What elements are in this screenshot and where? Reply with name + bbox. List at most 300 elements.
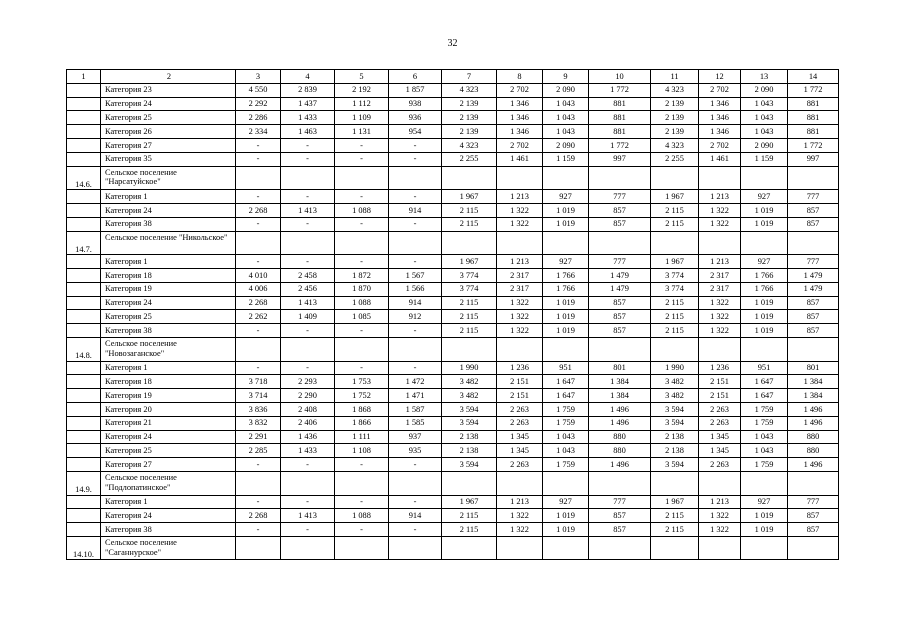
- table-cell: 1 019: [741, 217, 788, 231]
- row-number: [67, 111, 101, 125]
- table-cell: 3 714: [236, 389, 281, 403]
- table-cell: 2 702: [699, 138, 741, 152]
- table-cell: 2 290: [281, 389, 335, 403]
- row-label: Категория 25: [101, 111, 236, 125]
- table-cell: 1 213: [699, 255, 741, 269]
- table-cell: 3 774: [651, 282, 699, 296]
- table-cell: -: [389, 458, 442, 472]
- table-cell: [543, 471, 589, 495]
- table-cell: [589, 536, 651, 560]
- table-cell: 1 131: [335, 125, 389, 139]
- table-cell: 2 115: [651, 217, 699, 231]
- table-cell: -: [335, 458, 389, 472]
- table-row: [67, 83, 839, 97]
- table-cell: 927: [741, 190, 788, 204]
- table-row: [67, 389, 839, 403]
- table-cell: 2 286: [236, 111, 281, 125]
- row-label: Категория 1: [101, 495, 236, 509]
- table-cell: [389, 337, 442, 361]
- table-cell: 2 291: [236, 430, 281, 444]
- table-cell: 2 115: [442, 509, 497, 523]
- table-cell: 1 322: [497, 324, 543, 338]
- table-cell: [335, 166, 389, 190]
- row-number: [67, 324, 101, 338]
- table-cell: 2 115: [442, 310, 497, 324]
- table-cell: 1 085: [335, 310, 389, 324]
- table-cell: [281, 471, 335, 495]
- table-cell: 2 151: [699, 375, 741, 389]
- row-number: [67, 430, 101, 444]
- section-row: [67, 337, 839, 361]
- column-header: 12: [699, 70, 741, 84]
- row-label: Категория 27: [101, 138, 236, 152]
- table-cell: 1 088: [335, 509, 389, 523]
- table-cell: 1 436: [281, 430, 335, 444]
- table-cell: 2 115: [651, 324, 699, 338]
- table-cell: [442, 536, 497, 560]
- table-cell: [788, 471, 839, 495]
- column-header: 6: [389, 70, 442, 84]
- table-cell: [335, 536, 389, 560]
- row-number: [67, 268, 101, 282]
- table-cell: 1 043: [543, 111, 589, 125]
- table-cell: 1 043: [543, 97, 589, 111]
- table-cell: 2 456: [281, 282, 335, 296]
- table-cell: [281, 166, 335, 190]
- table-cell: 2 115: [442, 296, 497, 310]
- row-number: [67, 97, 101, 111]
- table-cell: [236, 231, 281, 255]
- table-cell: 1 496: [788, 458, 839, 472]
- table-cell: 857: [788, 324, 839, 338]
- row-label: Категория 27: [101, 458, 236, 472]
- table-cell: 1 019: [741, 324, 788, 338]
- table-cell: 881: [788, 111, 839, 125]
- table-cell: 1 759: [741, 402, 788, 416]
- table-cell: 1 461: [497, 152, 543, 166]
- table-cell: 1 345: [497, 444, 543, 458]
- table-cell: 1 967: [651, 495, 699, 509]
- table-cell: 2 406: [281, 416, 335, 430]
- table-cell: [236, 337, 281, 361]
- table-row: [67, 324, 839, 338]
- table-cell: 2 334: [236, 125, 281, 139]
- tariff-table: [66, 69, 839, 560]
- table-cell: [788, 231, 839, 255]
- table-cell: 1 585: [389, 416, 442, 430]
- table-cell: 1 766: [741, 282, 788, 296]
- table-row: [67, 509, 839, 523]
- table-cell: 777: [788, 255, 839, 269]
- table-cell: 2 115: [442, 523, 497, 537]
- table-cell: 2 115: [651, 203, 699, 217]
- table-cell: 1 772: [589, 138, 651, 152]
- table-cell: 857: [788, 310, 839, 324]
- table-cell: 881: [589, 97, 651, 111]
- table-cell: 1 967: [442, 190, 497, 204]
- table-cell: -: [335, 190, 389, 204]
- table-cell: 1 437: [281, 97, 335, 111]
- table-cell: 857: [589, 509, 651, 523]
- table-cell: 2 702: [699, 83, 741, 97]
- table-row: [67, 268, 839, 282]
- table-cell: 881: [589, 125, 651, 139]
- table-cell: 857: [589, 523, 651, 537]
- table-cell: 1 019: [741, 523, 788, 537]
- table-cell: 801: [788, 361, 839, 375]
- table-cell: 2 458: [281, 268, 335, 282]
- table-cell: 1 471: [389, 389, 442, 403]
- table-cell: 2 138: [651, 444, 699, 458]
- table-cell: 1 108: [335, 444, 389, 458]
- table-cell: 2 151: [497, 389, 543, 403]
- table-cell: 2 263: [497, 416, 543, 430]
- table-cell: 2 293: [281, 375, 335, 389]
- row-label: Сельское поселение "Никольское": [101, 231, 236, 255]
- table-cell: [497, 536, 543, 560]
- table-cell: 1 967: [651, 190, 699, 204]
- table-cell: [741, 471, 788, 495]
- table-cell: 2 115: [651, 509, 699, 523]
- table-cell: 1 019: [543, 310, 589, 324]
- table-cell: [651, 337, 699, 361]
- table-cell: 1 967: [442, 495, 497, 509]
- table-cell: -: [281, 523, 335, 537]
- table-cell: 2 317: [699, 268, 741, 282]
- table-cell: 2 263: [497, 402, 543, 416]
- table-cell: 1 872: [335, 268, 389, 282]
- table-cell: 2 115: [651, 523, 699, 537]
- table-row: [67, 125, 839, 139]
- table-cell: -: [236, 361, 281, 375]
- table-cell: 1 496: [589, 416, 651, 430]
- table-cell: 1 496: [788, 402, 839, 416]
- table-cell: 1 647: [543, 375, 589, 389]
- table-row: [67, 111, 839, 125]
- table-cell: [788, 536, 839, 560]
- table-row: [67, 523, 839, 537]
- table-cell: 1 322: [699, 523, 741, 537]
- table-cell: 2 090: [543, 138, 589, 152]
- table-cell: -: [389, 255, 442, 269]
- table-cell: 1 109: [335, 111, 389, 125]
- table-cell: 3 594: [651, 416, 699, 430]
- table-cell: 1 587: [389, 402, 442, 416]
- column-header: 14: [788, 70, 839, 84]
- table-cell: 1 322: [497, 523, 543, 537]
- table-cell: 1 759: [741, 458, 788, 472]
- table-cell: [389, 536, 442, 560]
- row-number: [67, 282, 101, 296]
- table-row: [67, 97, 839, 111]
- table-cell: 857: [589, 324, 651, 338]
- table-cell: 801: [589, 361, 651, 375]
- table-cell: 1 043: [741, 444, 788, 458]
- table-cell: 1 043: [741, 125, 788, 139]
- table-cell: 3 482: [651, 375, 699, 389]
- table-cell: 880: [788, 430, 839, 444]
- row-label: Категория 19: [101, 389, 236, 403]
- table-cell: 777: [788, 190, 839, 204]
- table-cell: 1 463: [281, 125, 335, 139]
- table-cell: 938: [389, 97, 442, 111]
- table-cell: 951: [543, 361, 589, 375]
- table-cell: 1 870: [335, 282, 389, 296]
- row-label: Категория 38: [101, 217, 236, 231]
- row-label: Сельское поселение "Новозаганское": [101, 337, 236, 361]
- row-number: 14.6.: [67, 166, 101, 190]
- row-number: [67, 361, 101, 375]
- table-cell: 1 647: [543, 389, 589, 403]
- row-number: [67, 138, 101, 152]
- table-cell: 2 139: [651, 125, 699, 139]
- row-label: Категория 24: [101, 509, 236, 523]
- table-cell: 4 323: [442, 83, 497, 97]
- table-cell: [651, 166, 699, 190]
- table-cell: 2 263: [497, 458, 543, 472]
- table-cell: [442, 337, 497, 361]
- table-cell: 3 774: [651, 268, 699, 282]
- table-cell: 1 766: [741, 268, 788, 282]
- table-row: [67, 203, 839, 217]
- table-cell: 1 766: [543, 282, 589, 296]
- table-cell: -: [335, 152, 389, 166]
- table-cell: 881: [788, 97, 839, 111]
- row-label: Категория 24: [101, 97, 236, 111]
- table-row: [67, 495, 839, 509]
- table-cell: 1 990: [651, 361, 699, 375]
- table-cell: -: [236, 138, 281, 152]
- table-cell: -: [281, 324, 335, 338]
- table-cell: 1 043: [543, 444, 589, 458]
- table-cell: 1 346: [497, 97, 543, 111]
- table-cell: 857: [589, 310, 651, 324]
- table-cell: 2 408: [281, 402, 335, 416]
- table-cell: 2 090: [543, 83, 589, 97]
- table-cell: -: [389, 361, 442, 375]
- table-cell: -: [335, 324, 389, 338]
- table-cell: -: [281, 255, 335, 269]
- table-cell: 857: [788, 296, 839, 310]
- table-cell: 914: [389, 509, 442, 523]
- table-cell: 2 262: [236, 310, 281, 324]
- table-cell: 4 010: [236, 268, 281, 282]
- table-cell: 954: [389, 125, 442, 139]
- table-cell: [543, 166, 589, 190]
- table-cell: [741, 231, 788, 255]
- table-cell: 1 346: [699, 125, 741, 139]
- table-cell: [442, 166, 497, 190]
- table-cell: 927: [543, 495, 589, 509]
- table-row: [67, 138, 839, 152]
- table-cell: 4 323: [442, 138, 497, 152]
- table-row: [67, 296, 839, 310]
- table-cell: 857: [788, 523, 839, 537]
- table-cell: -: [335, 138, 389, 152]
- table-cell: 1 111: [335, 430, 389, 444]
- table-cell: 1 433: [281, 444, 335, 458]
- table-row: [67, 402, 839, 416]
- table-cell: 1 772: [788, 138, 839, 152]
- table-cell: 777: [589, 495, 651, 509]
- table-cell: [699, 166, 741, 190]
- table-cell: 1 345: [497, 430, 543, 444]
- row-number: [67, 375, 101, 389]
- table-cell: -: [281, 458, 335, 472]
- table-cell: [788, 166, 839, 190]
- table-cell: 2 317: [497, 268, 543, 282]
- table-cell: [497, 471, 543, 495]
- section-row: [67, 471, 839, 495]
- row-number: [67, 83, 101, 97]
- row-label: Категория 38: [101, 324, 236, 338]
- row-number: [67, 402, 101, 416]
- table-cell: 3 482: [442, 375, 497, 389]
- table-cell: 1 159: [741, 152, 788, 166]
- table-cell: 4 323: [651, 83, 699, 97]
- table-cell: 2 139: [442, 111, 497, 125]
- table-cell: -: [389, 324, 442, 338]
- row-label: Сельское поселение "Подлопатинское": [101, 471, 236, 495]
- table-cell: 1 567: [389, 268, 442, 282]
- table-cell: [651, 471, 699, 495]
- table-cell: 1 479: [788, 282, 839, 296]
- table-cell: -: [389, 138, 442, 152]
- table-cell: 880: [788, 444, 839, 458]
- table-cell: 1 236: [699, 361, 741, 375]
- table-cell: 1 043: [741, 111, 788, 125]
- row-label: Категория 38: [101, 523, 236, 537]
- row-number: [67, 152, 101, 166]
- table-cell: 997: [589, 152, 651, 166]
- table-cell: 1 322: [699, 310, 741, 324]
- table-cell: 1 753: [335, 375, 389, 389]
- table-cell: 1 413: [281, 203, 335, 217]
- table-cell: 1 112: [335, 97, 389, 111]
- column-header: 1: [67, 70, 101, 84]
- row-label: Категория 24: [101, 430, 236, 444]
- table-cell: 880: [589, 430, 651, 444]
- row-label: Категория 18: [101, 375, 236, 389]
- table-cell: 777: [589, 190, 651, 204]
- table-cell: -: [389, 523, 442, 537]
- table-cell: 997: [788, 152, 839, 166]
- table-cell: 881: [589, 111, 651, 125]
- table-cell: 1 759: [543, 458, 589, 472]
- table-cell: 1 019: [741, 296, 788, 310]
- table-cell: 1 346: [699, 111, 741, 125]
- table-cell: 2 151: [699, 389, 741, 403]
- table-cell: 857: [589, 296, 651, 310]
- table-cell: 4 006: [236, 282, 281, 296]
- table-row: [67, 282, 839, 296]
- table-row: [67, 430, 839, 444]
- table-cell: 1 566: [389, 282, 442, 296]
- table-cell: 1 413: [281, 509, 335, 523]
- table-cell: 857: [589, 203, 651, 217]
- table-cell: 951: [741, 361, 788, 375]
- table-cell: 1 866: [335, 416, 389, 430]
- table-cell: 2 263: [699, 458, 741, 472]
- table-cell: [389, 166, 442, 190]
- table-cell: 1 346: [497, 111, 543, 125]
- column-header: 11: [651, 70, 699, 84]
- table-cell: 1 019: [543, 217, 589, 231]
- table-cell: 2 317: [497, 282, 543, 296]
- table-cell: 1 433: [281, 111, 335, 125]
- section-row: [67, 231, 839, 255]
- table-cell: -: [236, 217, 281, 231]
- table-row: [67, 152, 839, 166]
- table-cell: 2 268: [236, 509, 281, 523]
- table-cell: 1 213: [497, 190, 543, 204]
- table-cell: 1 759: [543, 416, 589, 430]
- table-cell: 2 702: [497, 83, 543, 97]
- table-cell: 2 139: [651, 97, 699, 111]
- row-number: [67, 296, 101, 310]
- table-cell: 777: [788, 495, 839, 509]
- table-cell: 1 213: [497, 255, 543, 269]
- table-cell: [741, 337, 788, 361]
- table-cell: 1 019: [543, 296, 589, 310]
- table-cell: 1 322: [699, 324, 741, 338]
- table-cell: 1 384: [788, 389, 839, 403]
- table-cell: [699, 471, 741, 495]
- table-cell: 1 019: [741, 509, 788, 523]
- table-cell: -: [389, 152, 442, 166]
- table-cell: [335, 337, 389, 361]
- row-label: Категория 35: [101, 152, 236, 166]
- table-cell: -: [389, 495, 442, 509]
- table-cell: 1 346: [497, 125, 543, 139]
- table-cell: [389, 471, 442, 495]
- table-cell: [651, 536, 699, 560]
- table-cell: 1 213: [699, 495, 741, 509]
- table-cell: 2 192: [335, 83, 389, 97]
- table-cell: 1 019: [543, 324, 589, 338]
- section-row: [67, 536, 839, 560]
- table-cell: -: [281, 361, 335, 375]
- table-cell: 927: [543, 255, 589, 269]
- row-label: Категория 18: [101, 268, 236, 282]
- table-cell: 1 967: [651, 255, 699, 269]
- table-cell: [589, 231, 651, 255]
- row-label: Категория 19: [101, 282, 236, 296]
- table-cell: 2 138: [442, 444, 497, 458]
- table-cell: 3 482: [442, 389, 497, 403]
- column-header: 5: [335, 70, 389, 84]
- table-cell: 1 479: [788, 268, 839, 282]
- table-cell: 1 772: [788, 83, 839, 97]
- table-row: [67, 310, 839, 324]
- table-cell: 3 774: [442, 268, 497, 282]
- table-cell: 3 718: [236, 375, 281, 389]
- table-cell: 1 772: [589, 83, 651, 97]
- table-cell: -: [389, 217, 442, 231]
- table-cell: 1 345: [699, 430, 741, 444]
- table-cell: 927: [741, 255, 788, 269]
- table-cell: 1 043: [741, 97, 788, 111]
- table-cell: 3 594: [442, 416, 497, 430]
- table-cell: 937: [389, 430, 442, 444]
- table-cell: [281, 536, 335, 560]
- row-label: Категория 24: [101, 203, 236, 217]
- table-cell: 1 868: [335, 402, 389, 416]
- header-row: [67, 70, 839, 84]
- table-cell: 1 322: [497, 203, 543, 217]
- table-cell: 2 702: [497, 138, 543, 152]
- table-cell: 1 322: [497, 509, 543, 523]
